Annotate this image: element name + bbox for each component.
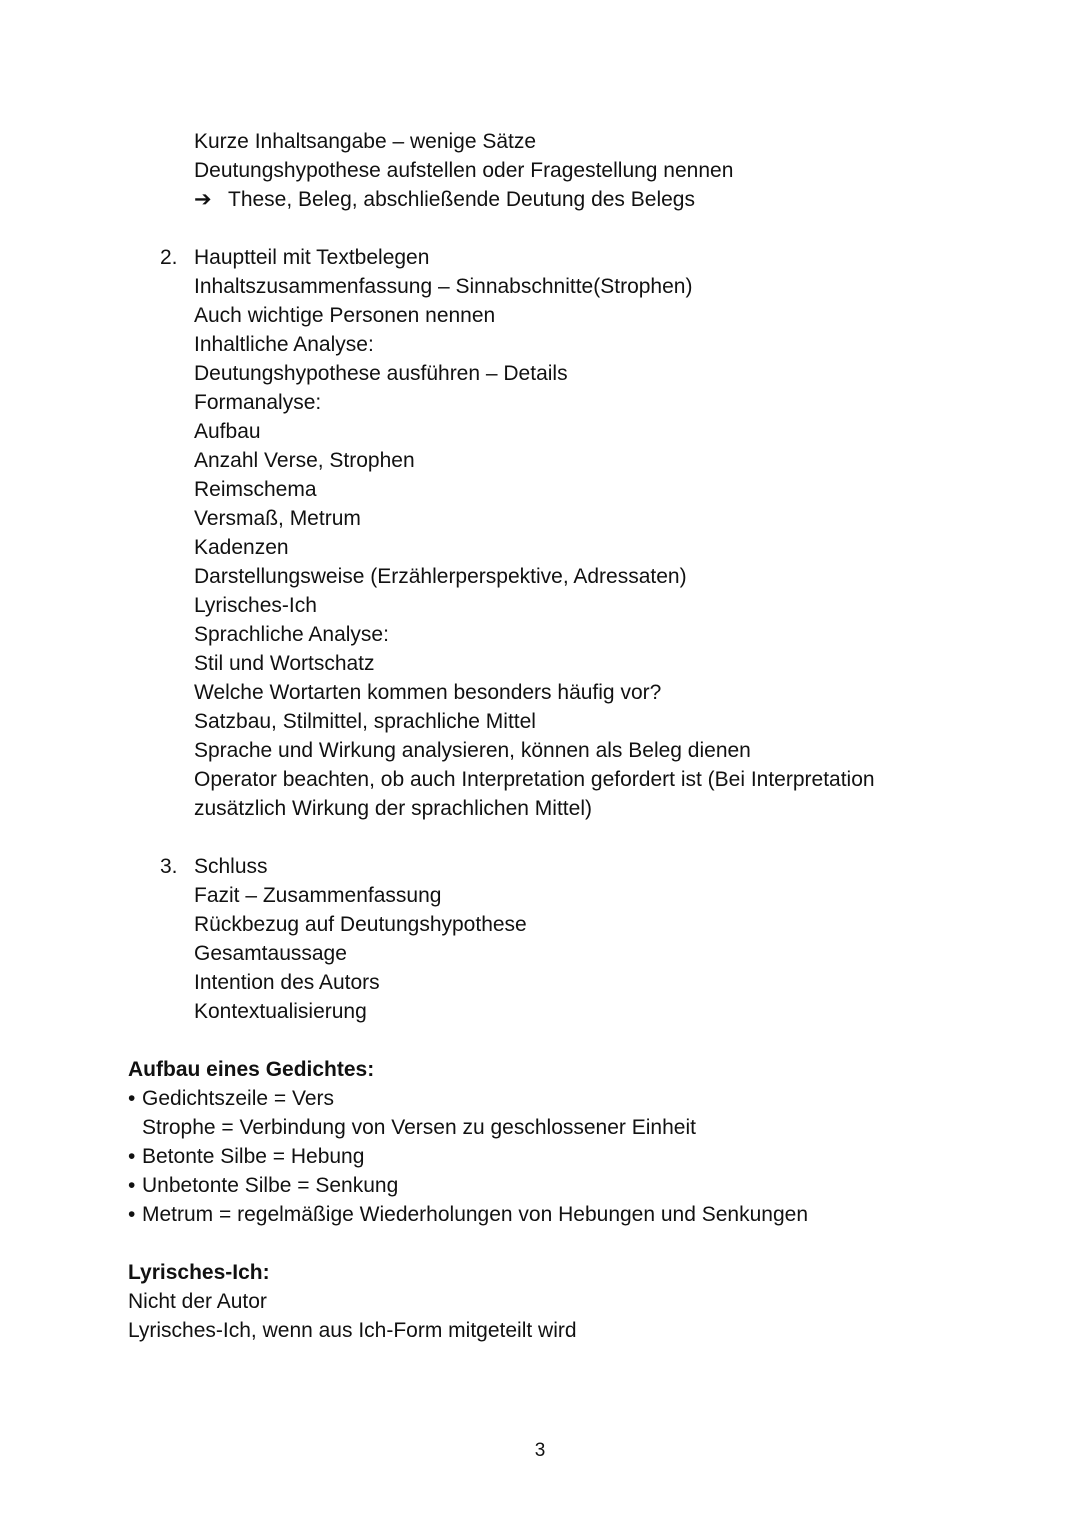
- section-3-line: Rückbezug auf Deutungshypothese: [194, 913, 527, 936]
- section-2-line: Sprachliche Analyse:: [194, 623, 389, 646]
- intro-line-2: Deutungshypothese aufstellen oder Fragestellung nennen: [194, 159, 734, 182]
- intro-arrow-line: [194, 185, 733, 214]
- gedicht-item: [128, 1171, 808, 1200]
- section-2-line: zusätzlich Wirkung der sprachlichen Mittel): [194, 797, 592, 820]
- bullet-icon: •: [128, 1203, 136, 1226]
- section-2-title-line: [160, 243, 875, 272]
- gedicht-item: [128, 1200, 808, 1229]
- lyrisch-line: Lyrisches-Ich, wenn aus Ich-Form mitgeteilt wird: [128, 1319, 577, 1342]
- bullet-icon: •: [128, 1174, 136, 1197]
- section-2-line: Stil und Wortschatz: [194, 652, 375, 675]
- intro-line-1: Kurze Inhaltsangabe – wenige Sätze: [194, 130, 537, 153]
- intro-block: [194, 127, 733, 214]
- section-2: [160, 243, 875, 823]
- bullet-icon: •: [128, 1087, 136, 1110]
- gedicht-item: [128, 1084, 808, 1113]
- section-3-number: 3.: [160, 855, 178, 878]
- intro-arrow-text: These, Beleg, abschließende Deutung des Belegs: [228, 188, 695, 211]
- bullet-icon: •: [128, 1145, 136, 1168]
- section-2-line: Inhaltszusammenfassung – Sinnabschnitte(Strophen): [194, 275, 693, 298]
- section-2-line: Aufbau: [194, 420, 261, 443]
- section-3-title: Schluss: [194, 855, 268, 878]
- section-2-line: Satzbau, Stilmittel, sprachliche Mittel: [194, 710, 536, 733]
- gedicht-item-text: Strophe = Verbindung von Versen zu geschlossener Einheit: [142, 1116, 696, 1139]
- gedicht-item-continuation: [128, 1113, 808, 1142]
- section-3-line: Gesamtaussage: [194, 942, 347, 965]
- section-2-line: Versmaß, Metrum: [194, 507, 361, 530]
- section-2-line: Anzahl Verse, Strophen: [194, 449, 415, 472]
- lyrisch-heading: Lyrisches-Ich:: [128, 1261, 270, 1284]
- page-number: 3: [534, 1440, 546, 1461]
- section-2-line: Sprache und Wirkung analysieren, können als Beleg dienen: [194, 739, 751, 762]
- section-2-line: Deutungshypothese ausführen – Details: [194, 362, 568, 385]
- section-2-title: Hauptteil mit Textbelegen: [194, 246, 430, 269]
- section-3: [160, 852, 527, 1026]
- arrow-right-icon: ➔: [194, 188, 212, 211]
- gedicht-item-text: Metrum = regelmäßige Wiederholungen von Hebungen und Senkungen: [142, 1203, 809, 1226]
- section-2-line: Formanalyse:: [194, 391, 322, 414]
- section-2-number: 2.: [160, 246, 178, 269]
- section-3-title-line: [160, 852, 527, 881]
- section-2-line: Lyrisches-Ich: [194, 594, 317, 617]
- section-2-line: Welche Wortarten kommen besonders häufig vor?: [194, 681, 662, 704]
- gedicht-item-text: Gedichtszeile = Vers: [142, 1087, 335, 1110]
- gedicht-section: [128, 1055, 808, 1229]
- section-3-line: Fazit – Zusammenfassung: [194, 884, 442, 907]
- gedicht-item-text: Unbetonte Silbe = Senkung: [142, 1174, 399, 1197]
- section-3-line: Intention des Autors: [194, 971, 380, 994]
- section-2-line: Inhaltliche Analyse:: [194, 333, 374, 356]
- lyrisch-section: [128, 1258, 577, 1345]
- section-2-line: Darstellungsweise (Erzählerperspektive, Adressaten): [194, 565, 687, 588]
- section-2-line: Kadenzen: [194, 536, 289, 559]
- gedicht-item-text: Betonte Silbe = Hebung: [142, 1145, 365, 1168]
- gedicht-heading: Aufbau eines Gedichtes:: [128, 1058, 375, 1081]
- section-2-line: Auch wichtige Personen nennen: [194, 304, 496, 327]
- gedicht-item: [128, 1142, 808, 1171]
- section-3-line: Kontextualisierung: [194, 1000, 367, 1023]
- lyrisch-line: Nicht der Autor: [128, 1290, 267, 1313]
- section-2-line: Reimschema: [194, 478, 317, 501]
- section-2-line: Operator beachten, ob auch Interpretation gefordert ist (Bei Interpretation: [194, 768, 875, 791]
